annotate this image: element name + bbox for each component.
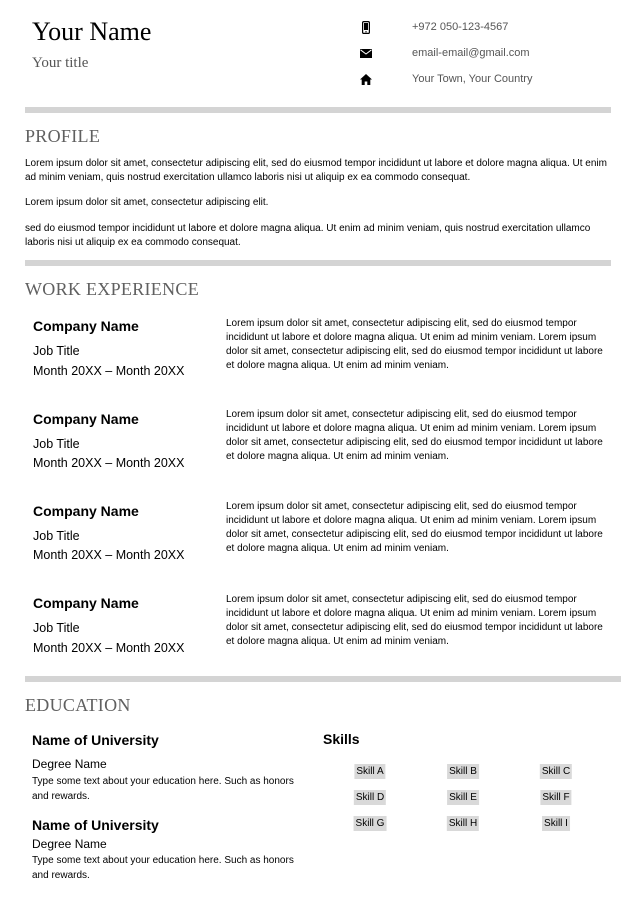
envelope-icon [358, 45, 374, 61]
section-divider [25, 107, 611, 113]
university-name: Name of University [32, 732, 159, 748]
home-icon [358, 71, 374, 87]
company-name: Company Name [33, 411, 139, 427]
education-description: Type some text about your education here. Such as honors and rewards. [32, 855, 294, 881]
section-divider [25, 676, 621, 682]
job-description: Lorem ipsum dolor sit amet, consectetur adipiscing elit, sed do eiusmod tempor incididunt ut labore et dolore magna aliqua. Ut enim ad minim veniam. Lorem ipsum dolor sit amet, consectetur adipiscing elit, sed do eiusmod tempor incididunt ut labore et dolore magna aliqua. Ut enim ad minim veniam. [226, 594, 603, 647]
job-dates: Month 20XX – Month 20XX [33, 548, 185, 562]
skill-tag: Skill F [542, 792, 570, 803]
phone-icon [358, 19, 374, 35]
profile-paragraph-2: Lorem ipsum dolor sit amet, consectetur adipiscing elit. [25, 197, 269, 208]
company-name: Company Name [33, 318, 139, 334]
skill-tag: Skill E [449, 792, 477, 803]
job-description: Lorem ipsum dolor sit amet, consectetur adipiscing elit, sed do eiusmod tempor incididunt ut labore et dolore magna aliqua. Ut enim ad minim veniam. Lorem ipsum dolor sit amet, consectetur adipiscing elit, sed do eiusmod tempor incididunt ut labore et dolore magna aliqua. Ut enim ad minim veniam. [226, 409, 603, 462]
job-dates: Month 20XX – Month 20XX [33, 364, 185, 378]
profile-paragraph-3: sed do eiusmod tempor incididunt ut labore et dolore magna aliqua. Ut enim ad minim veniam, quis nostrud exercitation ullamco laboris nisi ut aliquip ex ea commodo consequat. [25, 223, 591, 248]
resume-title: Your title [32, 55, 89, 71]
job-title: Job Title [33, 437, 80, 451]
skill-tag: Skill A [356, 766, 384, 777]
contact-phone: +972 050-123-4567 [412, 21, 509, 33]
degree-name: Degree Name [32, 837, 107, 851]
job-description: Lorem ipsum dolor sit amet, consectetur adipiscing elit, sed do eiusmod tempor incididunt ut labore et dolore magna aliqua. Ut enim ad minim veniam. Lorem ipsum dolor sit amet, consectetur adipiscing elit, sed do eiusmod tempor incididunt ut labore et dolore magna aliqua. Ut enim ad minim veniam. [226, 501, 603, 554]
job-title: Job Title [33, 529, 80, 543]
resume-name: Your Name [32, 17, 152, 46]
contact-location: Your Town, Your Country [412, 73, 533, 85]
skill-tag: Skill H [448, 818, 478, 829]
degree-name: Degree Name [32, 757, 107, 771]
skills-heading: Skills [323, 731, 360, 747]
company-name: Company Name [33, 503, 139, 519]
skill-tag: Skill B [449, 766, 477, 777]
job-dates: Month 20XX – Month 20XX [33, 456, 185, 470]
skill-tag: Skill C [541, 766, 571, 777]
job-title: Job Title [33, 344, 80, 358]
university-name: Name of University [32, 817, 159, 833]
section-divider [25, 260, 611, 266]
experience-heading: WORK EXPERIENCE [25, 279, 199, 299]
profile-heading: PROFILE [25, 126, 101, 146]
education-heading: EDUCATION [25, 695, 131, 715]
profile-paragraph-1: Lorem ipsum dolor sit amet, consectetur adipiscing elit, sed do eiusmod tempor incididunt ut labore et dolore magna aliqua. Ut enim ad minim veniam, quis nostrud exercitation ullamco laboris nisi ut aliquip ex ea commodo consequat. [25, 158, 607, 183]
job-dates: Month 20XX – Month 20XX [33, 641, 185, 655]
job-title: Job Title [33, 621, 80, 635]
skill-tag: Skill I [544, 818, 568, 829]
contact-email: email-email@gmail.com [412, 47, 530, 59]
skill-tag: Skill G [355, 818, 385, 829]
skill-tag: Skill D [355, 792, 385, 803]
company-name: Company Name [33, 595, 139, 611]
education-description: Type some text about your education here. Such as honors and rewards. [32, 776, 294, 802]
job-description: Lorem ipsum dolor sit amet, consectetur adipiscing elit, sed do eiusmod tempor incididunt ut labore et dolore magna aliqua. Ut enim ad minim veniam. Lorem ipsum dolor sit amet, consectetur adipiscing elit, sed do eiusmod tempor incididunt ut labore et dolore magna aliqua. Ut enim ad minim veniam. [226, 318, 603, 371]
